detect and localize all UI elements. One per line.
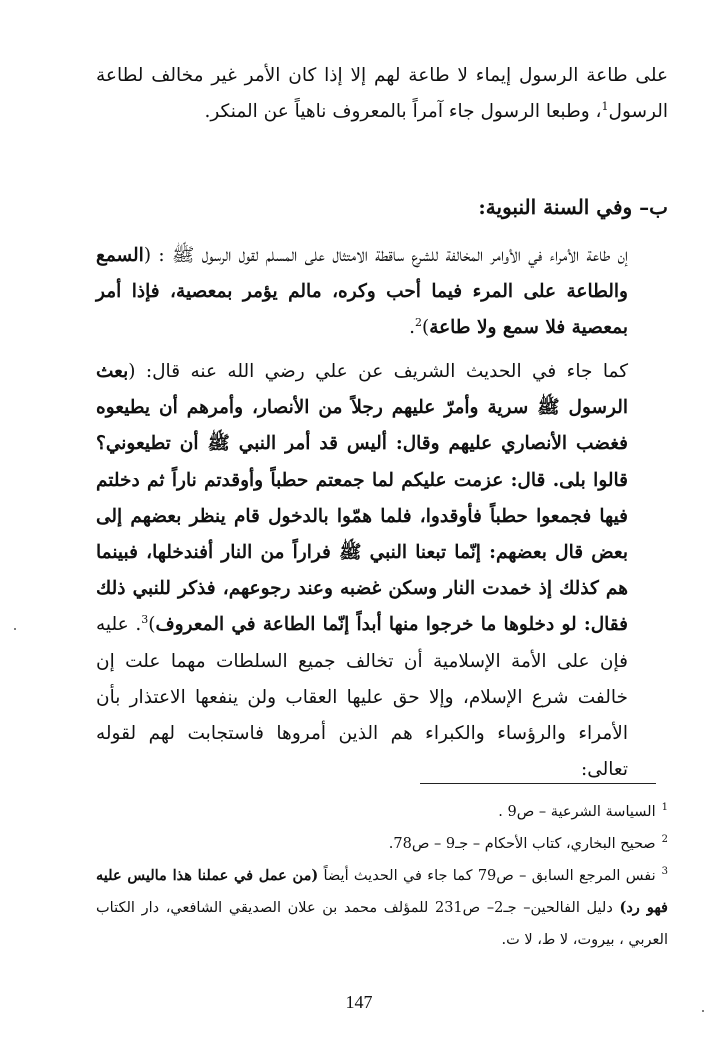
footnote-text: نفس المرجع السابق – ص79 كما جاء في الحديث أيضاً: [318, 868, 656, 884]
paragraph-1: [96, 58, 668, 130]
footnote-ref-1: 1: [601, 100, 609, 114]
footnote-ref-2: 2: [414, 316, 422, 330]
section-heading: ب– وفي السنة النبوية:: [478, 195, 668, 219]
hadith-quote-2: بعث الرسول ﷺ سرية وأمرّ عليهم رجلاً من الأنصار، وأمرهم أن يطيعوه فغضب الأنصاري عليهم وقال: أليس قد أمر النبي ﷺ أن تطيعوني؟ قالوا بلى. قال: عزمت عليكم لما جمعتم حطباً وأوقدتم ناراً ثم دخلتم فيها فجمعوا حطباً فأوقدوا، فلما همّوا بالدخول قام ينظر بعضهم إلى بعض قال بعضهم: إنّما تبعنا النبي ﷺ فراراً من النار أفندخلها، فبينما هم كذلك إذ خمدت النار وسكن غضبه وعند رجوعهم، فذكر للنبي ذلك فقال: لو دخلوها ما خرجوا منها أبداً إنّما الطاعة في المعروف: [96, 361, 628, 636]
hadith-quote-1: السمع والطاعة على المرء فيما أحب وكره، مالم يؤمر بمعصية، فإذا أمر بمعصية فلا سمع ولا طاعة: [96, 245, 628, 339]
footnote-3: [96, 860, 668, 956]
footnote-hadith: (من عمل في عملنا هذا ماليس عليه فهو رد): [96, 867, 668, 916]
paragraph-3-intro: كما جاء في الحديث الشريف عن علي رضي الله عنه قال: (: [128, 361, 628, 382]
paragraph-3-close: ): [148, 614, 156, 636]
paragraph-2-intro: إن طاعة الأمراء في الأوامر المخالفة للشرع ساقطة الامتثال على المسلم لقول الرسول ﷺ : (: [143, 245, 628, 266]
paragraph-3: [96, 354, 668, 788]
footnote-ref-3: 3: [141, 613, 149, 627]
scan-speck: [702, 1010, 704, 1012]
footnote-number: 1: [661, 802, 668, 814]
paragraph-2: [96, 238, 668, 347]
footnote-text-rest: دليل الفالحين– جـ2– ص231 للمؤلف محمد بن علان الصديقي الشافعي، دار الكتاب العربي ، بيروت، لا ط، لا ت.: [96, 900, 668, 948]
page-number: 147: [345, 992, 373, 1012]
footnote-divider: [420, 783, 656, 784]
footnote-number: 3: [661, 866, 669, 878]
paragraph-2-end: .: [409, 317, 415, 339]
footnote-1: [96, 796, 668, 828]
footnote-number: 2: [661, 834, 668, 846]
paragraph-3-rest: . عليه فإن على الأمة الإسلامية أن تخالف جميع السلطات مهما علت إن خالفت شرع الإسلام، وإلا حق عليها العقاب ولن ينفعها الاعتذار بأن الأمراء والرؤساء والكبراء هم الذين أمروها فاستجابت لهم لقوله تعالى:: [96, 614, 628, 781]
footnotes: [96, 796, 668, 956]
paragraph-2-close: ): [421, 317, 430, 339]
footnote-text: صحيح البخاري، كتاب الأحكام – جـ9 – ص78.: [388, 836, 656, 852]
footnote-2: [96, 828, 668, 860]
footnote-text: السياسة الشرعية – ص9 .: [498, 804, 656, 820]
paragraph-1-text: على طاعة الرسول إيماء لا طاعة لهم إلا إذا كان الأمر غير مخالف لطاعة الرسول: [96, 65, 668, 123]
paragraph-1-text-after: ، وطبعا الرسول جاء آمراً بالمعروف ناهياً عن المنكر.: [204, 101, 602, 123]
scan-speck: [14, 628, 16, 630]
